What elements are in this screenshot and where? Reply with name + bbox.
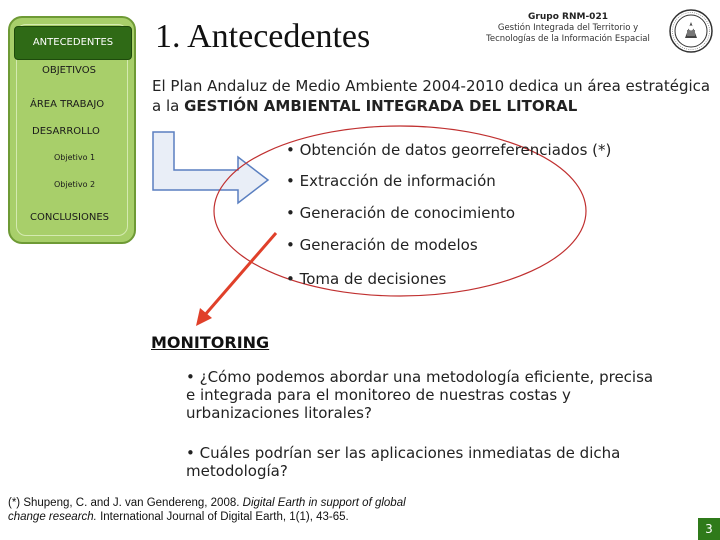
- intro-text: El Plan Andaluz de Medio Ambiente 2004-2010 dedica un área estratégica a la: [152, 77, 711, 115]
- footnote-journal: International Journal of Digital Earth, 1(1), 43-65.: [96, 511, 349, 523]
- nav-item-objetivo-2[interactable]: Objetivo 2: [54, 180, 96, 189]
- group-line-2: Tecnologías de la Información Espacial: [486, 34, 650, 44]
- footnote-authors: (*) Shupeng, C. and J. van Gendereng, 2008.: [8, 497, 243, 509]
- bullet-obtencion-datos: • Obtención de datos georreferenciados (*): [286, 141, 612, 159]
- bullet-modelos: • Generación de modelos: [286, 236, 478, 254]
- bullet-extraccion: • Extracción de información: [286, 172, 496, 190]
- bullet-conocimiento: • Generación de conocimiento: [286, 204, 516, 222]
- nav-item-objetivos[interactable]: OBJETIVOS: [42, 65, 96, 76]
- group-line-1: Gestión Integrada del Territorio y: [497, 23, 639, 33]
- nav-item-antecedentes[interactable]: ANTECEDENTES: [14, 26, 132, 60]
- monitoring-arrow-line: [204, 233, 276, 316]
- bullet-decisiones: • Toma de decisiones: [286, 270, 447, 288]
- blue-flow-arrow: [153, 132, 268, 203]
- page-number-badge: 3: [698, 518, 720, 540]
- page-title: 1. Antecedentes: [155, 18, 371, 55]
- nav-item-desarrollo[interactable]: DESARROLLO: [32, 126, 100, 137]
- nav-item-area-trabajo[interactable]: ÁREA TRABAJO: [30, 99, 105, 110]
- footnote-reference: [8, 496, 428, 524]
- nav-item-objetivo-1[interactable]: Objetivo 1: [54, 153, 96, 162]
- monitoring-link[interactable]: MONITORING: [151, 333, 270, 352]
- nav-item-conclusiones[interactable]: CONCLUSIONES: [30, 212, 110, 223]
- monitoring-question-1: • ¿Cómo podemos abordar una metodología eficiente, precisa e integrada para el monitoreo de nuestras costas y urbanizaciones litorales?: [186, 368, 654, 422]
- group-name: Grupo RNM-021: [528, 12, 608, 22]
- footnote-title: Digital Earth in support of global change research.: [8, 497, 406, 523]
- intro-highlight: GESTIÓN AMBIENTAL INTEGRADA DEL LITORAL: [184, 97, 578, 115]
- monitoring-question-2: • Cuáles podrían ser las aplicaciones inmediatas de dicha metodología?: [186, 444, 621, 480]
